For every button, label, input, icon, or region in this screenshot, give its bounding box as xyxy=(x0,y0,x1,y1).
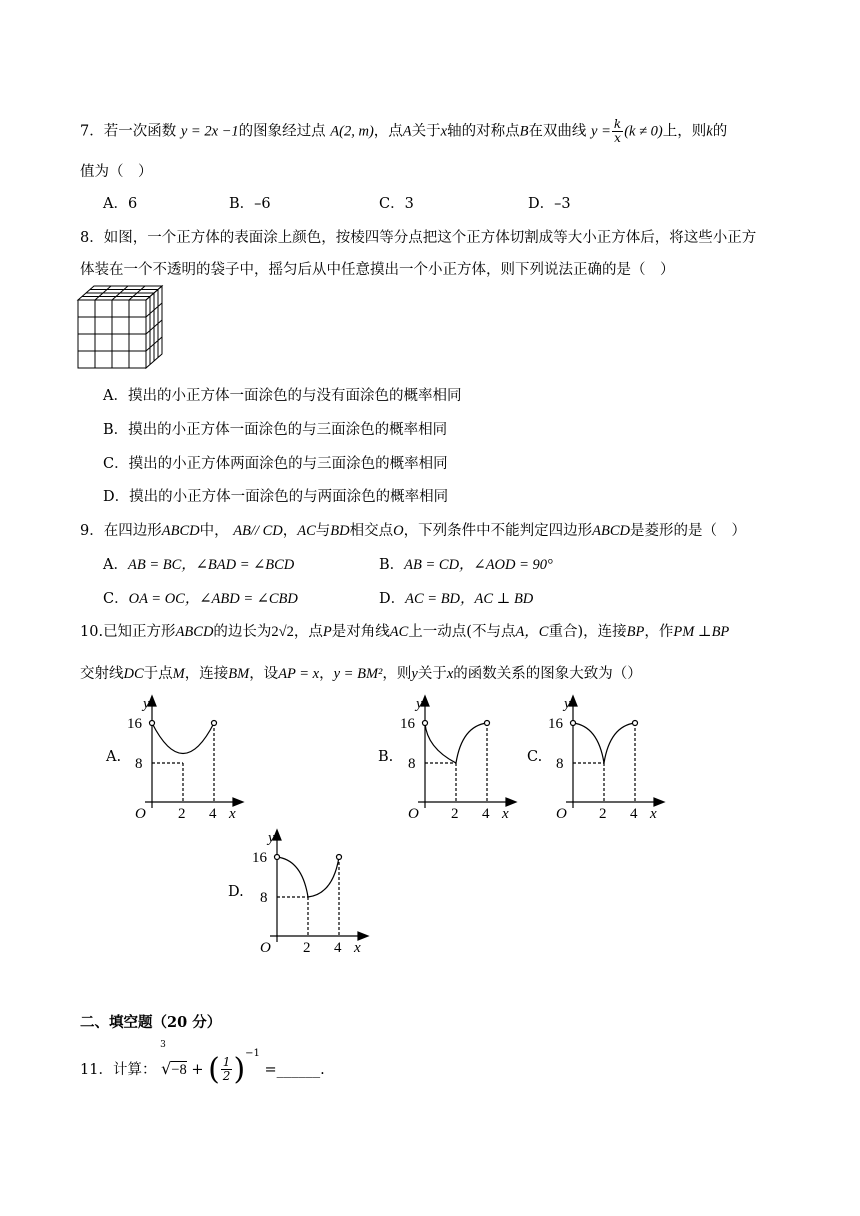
graph-a-x-label: x xyxy=(229,806,236,822)
graph-a-tick-8: 8 xyxy=(135,756,143,772)
section-title-fill-in: 二、填空题（20 分） xyxy=(80,1014,222,1031)
graph-c-tick-8: 8 xyxy=(556,756,564,772)
q10-line1: 10.已知正方形ABCD的边长为2√2，点P是对角线AC上一动点(不与点A，C重合)，连接BP，作PM ⊥BP xyxy=(80,624,730,640)
q9-option-b: B．AB = CD，∠AOD = 90° xyxy=(379,557,553,573)
graph-b-tick-4: 4 xyxy=(482,806,490,822)
graph-c-y-label: y xyxy=(564,696,571,712)
graph-c xyxy=(546,692,671,822)
q7-option-a: A．6 xyxy=(103,196,138,212)
graph-a-y-label: y xyxy=(143,696,150,712)
q8-option-c: C．摸出的小正方体两面涂色的与三面涂色的概率相同 xyxy=(103,456,448,472)
graph-b xyxy=(398,692,523,822)
graph-d-tick-8: 8 xyxy=(260,890,268,906)
q7-option-d: D．–3 xyxy=(528,196,571,212)
graph-c-origin: O xyxy=(556,806,567,822)
graph-b-origin: O xyxy=(408,806,419,822)
q7-line2: 值为（ ） xyxy=(80,164,153,180)
graph-a-tick-16: 16 xyxy=(127,716,142,732)
q7-option-c: C．3 xyxy=(379,196,414,212)
graph-d-tick-2: 2 xyxy=(303,940,311,956)
graph-c-tick-2: 2 xyxy=(599,806,607,822)
q7-option-b: B．–6 xyxy=(229,196,271,212)
cube-root: 3 √−8 xyxy=(160,1039,187,1078)
one-half-fraction: $\frac{1}{2}$ xyxy=(222,1055,231,1084)
graph-c-x-label: x xyxy=(650,806,657,822)
graph-a xyxy=(125,692,250,822)
graph-label-b: B. xyxy=(378,749,394,765)
graph-d xyxy=(250,826,375,956)
graph-b-tick-8: 8 xyxy=(408,756,416,772)
q9-option-d: D．AC = BD，AC ⊥ BD xyxy=(379,591,534,607)
graph-a-origin: O xyxy=(135,806,146,822)
answer-blank[interactable]: ______ xyxy=(276,1061,321,1078)
graph-d-tick-16: 16 xyxy=(252,850,267,866)
graph-d-y-label: y xyxy=(268,830,275,846)
graph-a-tick-2: 2 xyxy=(178,806,186,822)
q8-option-d: D．摸出的小正方体一面涂色的与两面涂色的概率相同 xyxy=(103,489,449,505)
q8-line2: 体装在一个不透明的袋子中，摇匀后从中任意摸出一个小正方体，则下列说法正确的是（ ） xyxy=(80,262,675,278)
q8-option-b: B．摸出的小正方体一面涂色的与三面涂色的概率相同 xyxy=(103,422,448,438)
graph-b-tick-16: 16 xyxy=(400,716,415,732)
k-over-x-fraction: $\frac{k}{x}$ xyxy=(613,117,622,145)
q11: 11．计算： 3 √−8 + ( $\frac{1}{2}$ )$^{-1}$ =______. xyxy=(80,1046,325,1086)
graph-d-x-label: x xyxy=(354,940,361,956)
graph-d-origin: O xyxy=(260,940,271,956)
graph-c-tick-4: 4 xyxy=(630,806,638,822)
graph-b-y-label: y xyxy=(416,696,423,712)
graph-label-c: C. xyxy=(527,749,543,765)
graph-label-a: A. xyxy=(106,749,122,765)
q8-option-a: A．摸出的小正方体一面涂色的与没有面涂色的概率相同 xyxy=(103,388,462,404)
graph-c-tick-16: 16 xyxy=(548,716,563,732)
q9-option-c: C．OA = OC，∠ABD = ∠CBD xyxy=(103,591,298,607)
graph-b-x-label: x xyxy=(502,806,509,822)
graph-b-tick-2: 2 xyxy=(451,806,459,822)
q10-line2: 交射线DC于点M，连接BM，设AP = x，y = BM²，则y关于x的函数关系的图象大致为（） xyxy=(80,666,642,682)
q8-line1: 8．如图，一个正方体的表面涂上颜色，按棱四等分点把这个正方体切割成等大小正方体后，将这些小正方 xyxy=(80,230,757,246)
q9-option-a: A．AB = BC，∠BAD = ∠BCD xyxy=(103,557,295,573)
graph-a-tick-4: 4 xyxy=(209,806,217,822)
q9-stem: 9．在四边形ABCD中， AB// CD，AC与BD相交点O，下列条件中不能判定四边形ABCD是菱形的是（ ） xyxy=(80,523,746,539)
graph-label-d: D. xyxy=(228,884,244,900)
graph-d-tick-4: 4 xyxy=(334,940,342,956)
q7-line1: 7．若一次函数 y = 2x −1的图象经过点 A(2, m)，点A关于x轴的对称点B在双曲线 y = $\frac{k}{x}$ (k ≠ 0)上，则k的 xyxy=(80,117,728,145)
cube-figure xyxy=(76,284,168,370)
